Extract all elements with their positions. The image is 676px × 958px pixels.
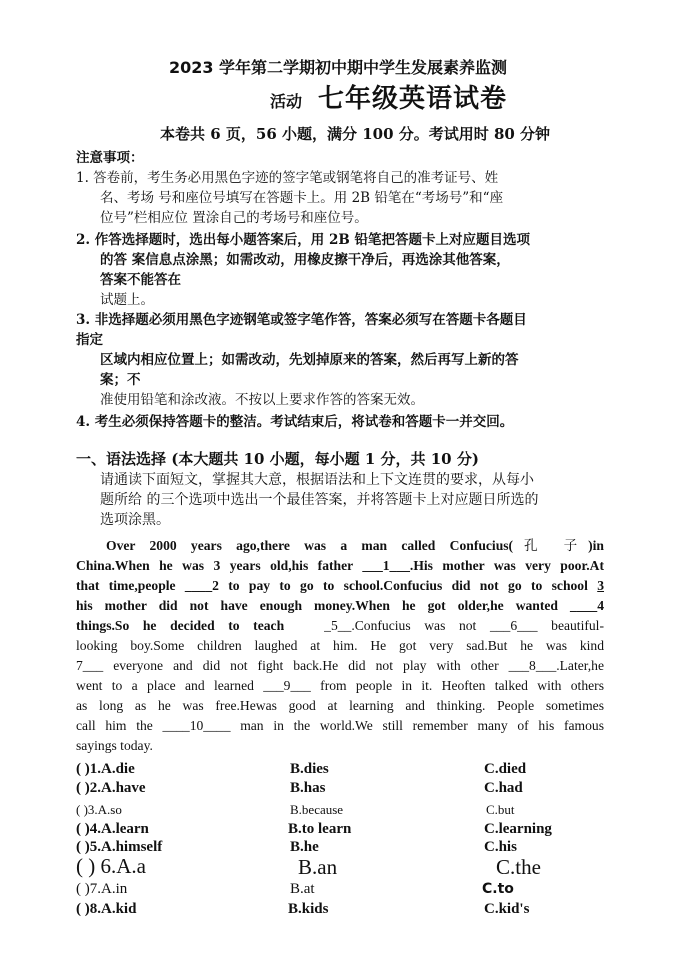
passage-line: call him the ____10____ man in the world.We still remember many of his famous [76,718,604,733]
note-line: 准使用铅笔和涂改液。不按以上要求作答的答案无效。 [100,392,424,408]
option-4-c: C.learning [484,821,552,837]
option-1-c: C.died [484,761,527,777]
passage-line: his mother did not have enough money.When he got older,he wanted ____4 [76,598,604,613]
note-line: 4. 考生必须保持答题卡的整洁。考试结束后，将试卷和答题卡一并交回。 [76,414,514,430]
passage-line: went to a place and learned ___9___ from people in it. Heoften talked with others [76,678,604,693]
passage-line: looking boy.Some children laughed at him. He got very sad.But he was kind [76,638,604,653]
blank-9: ___9___ [263,678,311,693]
option-2-b: B.has [290,780,326,796]
note-line: 位号”栏相应位 置涂自己的考场号和座位号。 [100,210,368,226]
activity-label: 活动 [270,92,303,111]
passage-line: China.When he was 3 years old,his father ___1___.His mother was very poor.At [76,558,604,573]
blank-2: ____2 [184,578,219,593]
blank-6: ___6___ [489,618,538,633]
blank-5: _5__ [324,618,352,633]
note-line: 试题上。 [100,292,154,308]
option-5-a: ( )5.A.himself [76,839,163,855]
note-line: 案；不 [100,372,141,388]
instruction-line: 题所给 的三个选项中选出一个最佳答案，并将答题卡上对应题日所选的 [100,492,539,508]
option-8-a: ( )8.A.kid [76,901,137,917]
option-8-b: B.kids [288,901,329,917]
blank-7: 7___ [76,658,104,673]
exam-info: 本卷共 6 页，56 小题，满分 100 分。考试用时 80 分钟 [160,125,551,143]
option-8-c: C.kid's [484,901,530,917]
option-1-a: ( )1.A.die [76,761,135,777]
option-4-a: ( )4.A.learn [76,821,149,837]
option-5-c: C.his [484,839,517,855]
option-3-b: B.because [290,802,344,817]
note-line: 区域内相应位置上；如需改动，先划掉原来的答案，然后再写上新的答 [100,352,519,368]
note-line: 名、考场 号和座位号填写在答题卡上。用 2B 铅笔在“考场号”和“座 [100,190,504,206]
note-line: 1. 答卷前，考生务必用黑色字迹的签字笔或钢笔将自己的准考证号、姓 [76,170,499,186]
option-5-b: B.he [290,839,319,855]
exam-title-line2: 七年级英语试卷 [318,84,508,114]
passage-line: 7___ everyone and did not fight back.He did not play with other ___8___.Later,he [76,658,604,673]
blank-1: ___1___ [362,558,410,573]
option-1-b: B.dies [290,761,329,777]
notes-heading: 注意事项： [76,150,144,166]
section-heading: 一、语法选择 (本大题共 10 小题，每小题 1 分，共 10 分) [76,450,479,468]
option-3-c: C.but [486,802,515,817]
option-3-a: ( )3.A.so [76,802,122,817]
note-line: 2. 作答选择题时，选出每小题答案后，用 2B 铅笔把答题卡上对应题目选项 [76,232,530,248]
blank-4: ____4 [570,598,604,613]
note-line: 指定 [76,332,103,348]
option-6-c: C.the [496,855,541,879]
blank-8: ___8___ [508,658,557,673]
passage-line: sayings today. [76,738,153,753]
option-6-a: ( ) 6.A.a [76,854,146,878]
instruction-line: 请通读下面短文，掌握其大意，根据语法和上下文连贯的要求，从每小 [100,472,534,488]
option-7-c: C.to [482,881,514,897]
exam-title-line1: 2023 学年第二学期初中期中学生发展素养监测 [168,58,508,77]
option-2-c: C.had [484,780,523,796]
note-line: 3. 非选择题必须用黑色字迹钢笔或签字笔作答，答案必须写在答题卡各题目 [76,312,527,328]
option-4-b: B.to learn [288,821,352,837]
note-line: 的答 案信息点涂黑；如需改动，用橡皮擦干净后，再选涂其他答案， [100,252,510,268]
note-line: 答案不能答在 [100,272,181,288]
passage-line: things.So he decided to teach _5__.Confucius was not ___6___ beautiful- [76,618,604,633]
passage-line: as long as he was free.Hewas good at learning and thinking. People sometimes [76,698,604,713]
passage-line: Over 2000 years ago,there was a man called Confucius(孔 子)in [106,538,604,554]
option-7-a: ( )7.A.in [76,881,128,897]
option-7-b: B.at [290,881,315,897]
instruction-line: 选项涂黑。 [100,512,170,528]
blank-10: ____10____ [162,718,231,733]
passage-line: that time,people ____2 to pay to go to school.Confucius did not go to school 3 [76,578,605,593]
option-2-a: ( )2.A.have [76,780,146,796]
option-6-b: B.an [298,855,338,879]
blank-3: 3 [597,578,605,593]
